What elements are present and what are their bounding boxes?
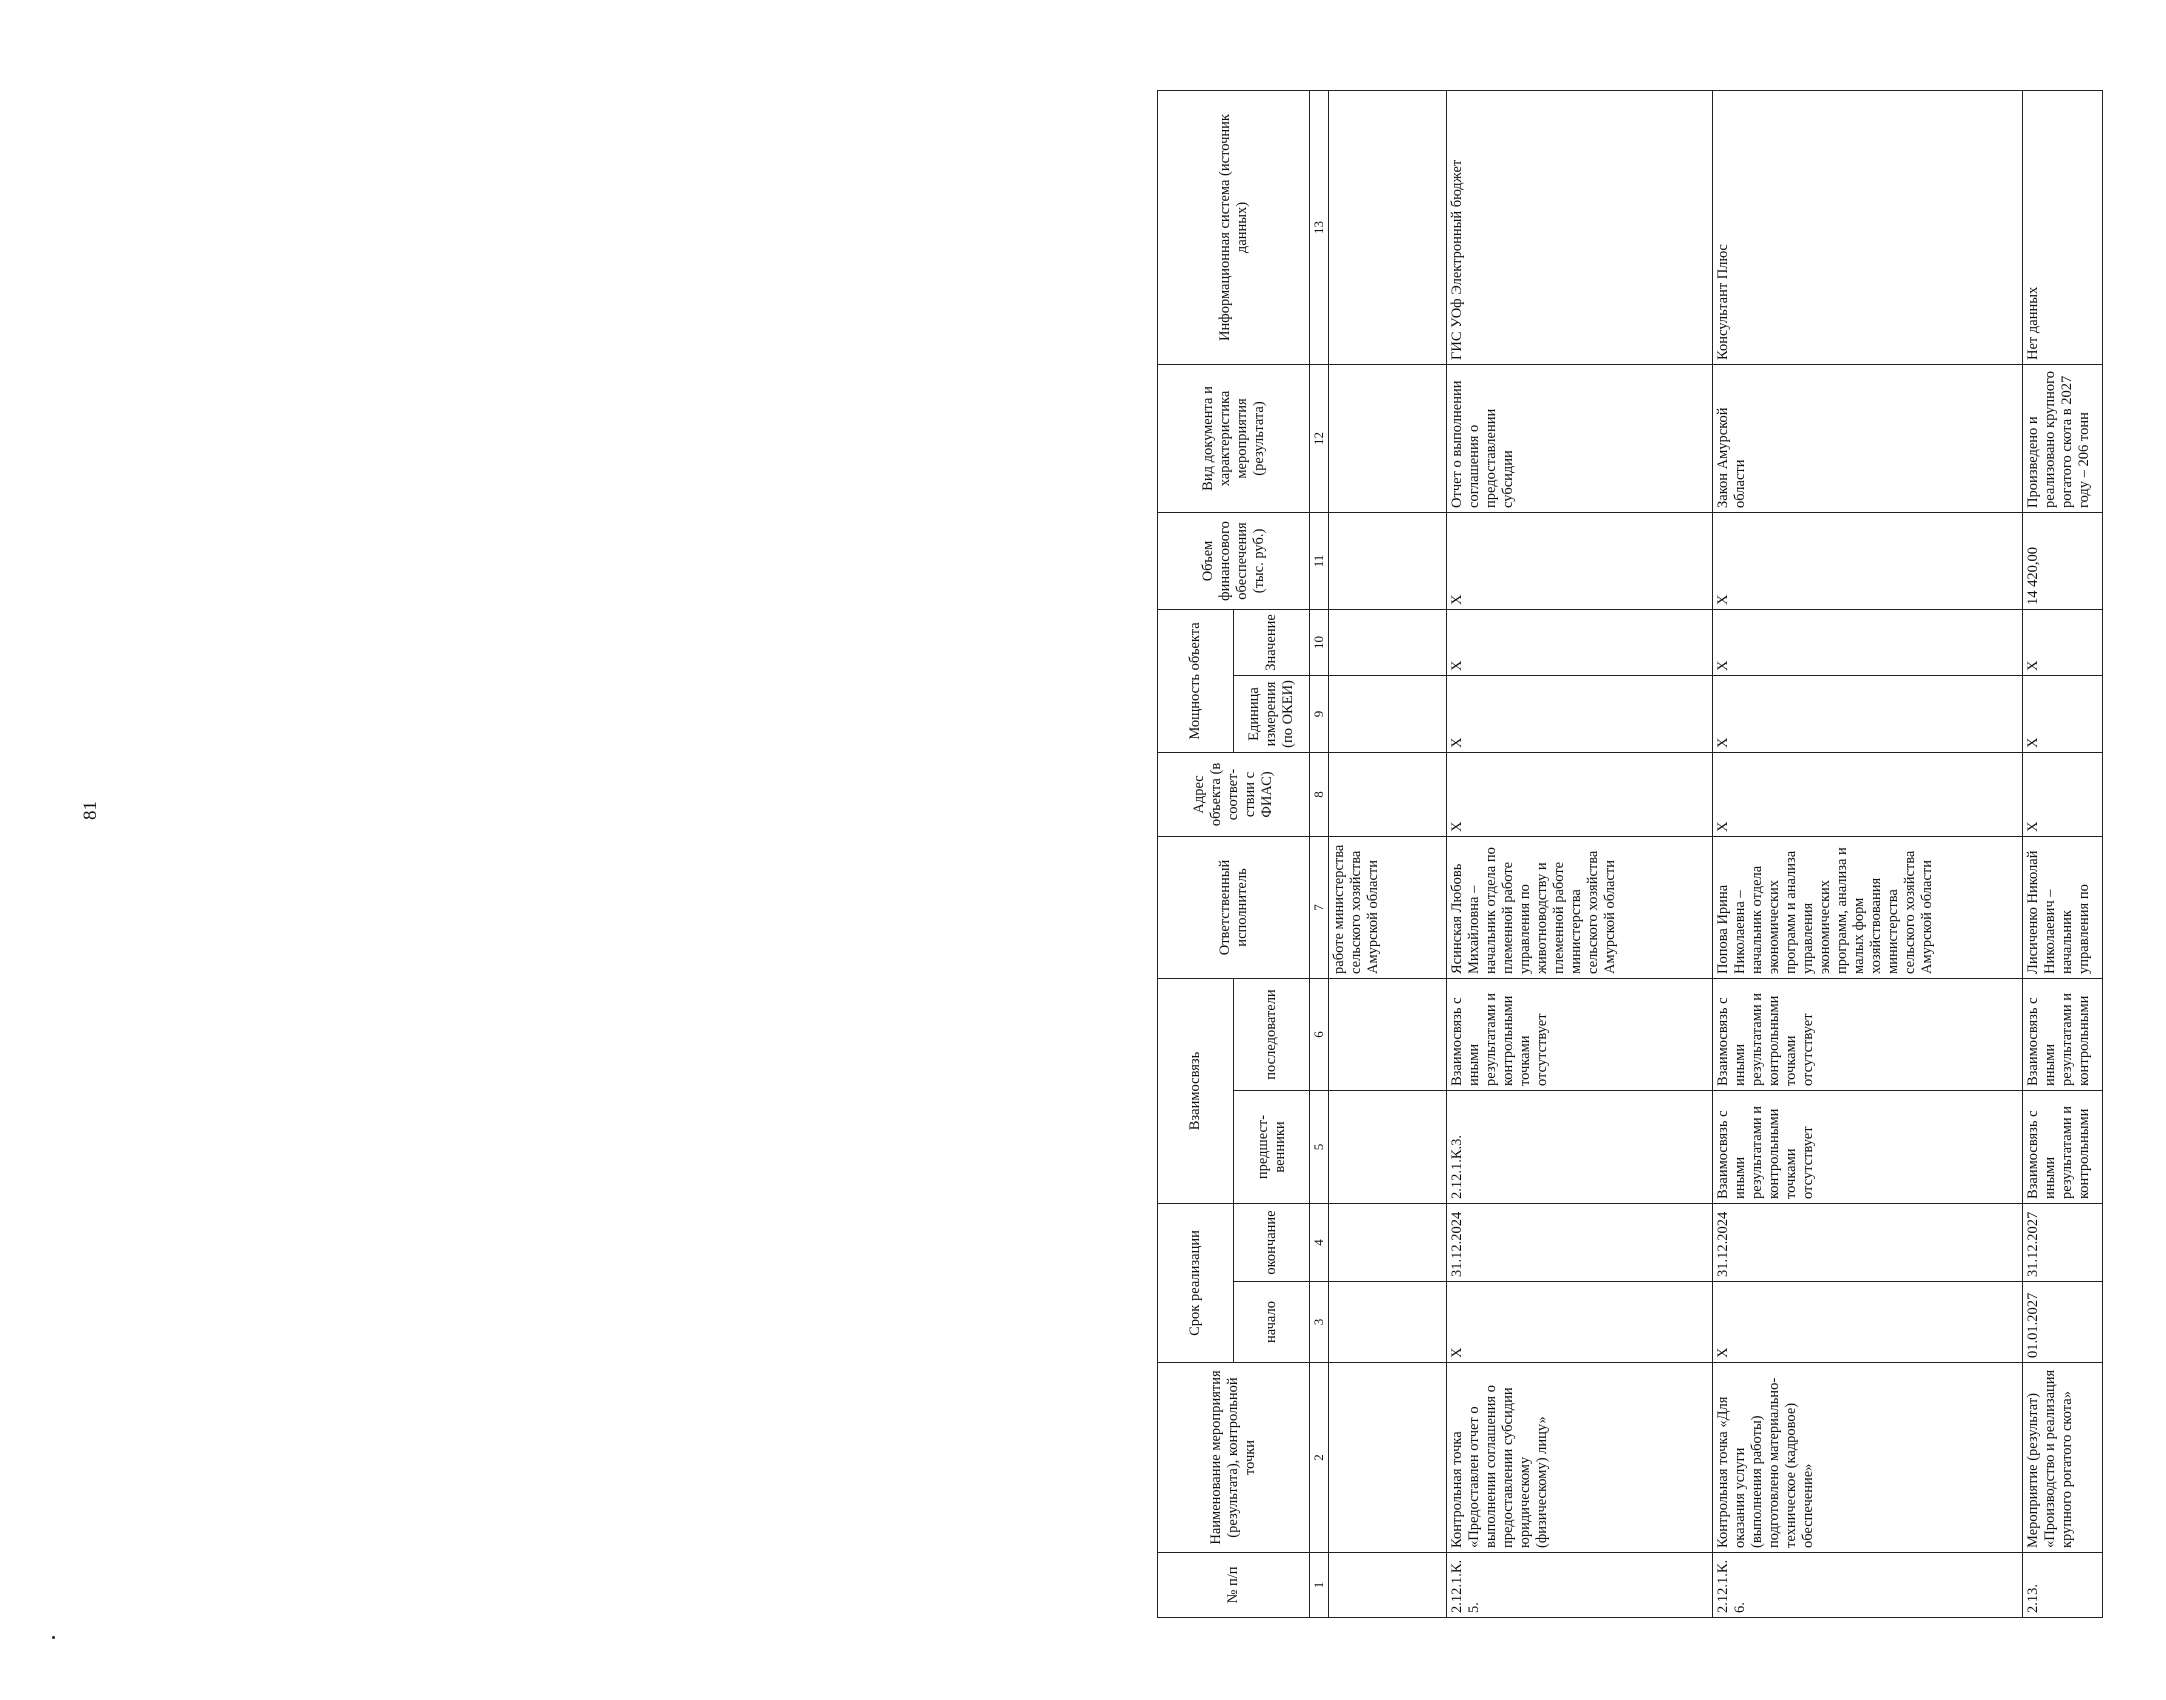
header-value: Значение: [1234, 609, 1310, 675]
cell-unit: Х: [1713, 675, 2023, 752]
header-capacity: Мощность объекта: [1158, 609, 1234, 752]
cell-infosys: [1329, 90, 1447, 364]
col-number: 5: [1310, 1091, 1329, 1204]
cell-value: Х: [1447, 609, 1713, 675]
header-start: начало: [1234, 1282, 1310, 1363]
header-predecessors: предшест-венники: [1234, 1091, 1310, 1204]
scan-dot: [52, 1636, 55, 1639]
header-address: Адрес объекта (в соответ-ствии с ФИАС): [1158, 752, 1310, 836]
header-successors: последователи: [1234, 978, 1310, 1090]
cell-doc: Закон Амурской области: [1713, 364, 2023, 512]
col-number: 7: [1310, 836, 1329, 978]
cell-start: [1329, 1282, 1447, 1363]
cell-predecessors: Взаимосвязь с иными результатами и контрольными: [2023, 1091, 2103, 1204]
header-executor: Ответственный исполнитель: [1158, 836, 1310, 978]
cell-value: [1329, 609, 1447, 675]
cell-executor: работе министерства сельского хозяйства Амурской области: [1329, 836, 1447, 978]
cell-doc: Отчет о выполнении соглашения о предоставлении субсидии: [1447, 364, 1713, 512]
cell-num: 2.12.1.К.5.: [1447, 1553, 1713, 1618]
cell-end: 31.12.2027: [2023, 1204, 2103, 1282]
table-row: [1713, 90, 2023, 1617]
header-relation: Взаимосвязь: [1158, 978, 1234, 1203]
cell-successors: Взаимосвязь с иными результатами и контрольными точками отсутствует: [1713, 978, 2023, 1090]
cell-end: 31.12.2024: [1447, 1204, 1713, 1282]
cell-predecessors: [1329, 1091, 1447, 1204]
header-doc: Вид документа и характеристика мероприятия (результата): [1158, 364, 1310, 512]
cell-start: Х: [1447, 1282, 1713, 1363]
cell-value: Х: [2023, 609, 2103, 675]
cell-infosys: Нет данных: [2023, 90, 2103, 364]
cell-name: Контрольная точка «Предоставлен отчет о выполнении соглашения о предоставлении субсидии юридическому (физическому) лицу»: [1447, 1363, 1713, 1553]
cell-successors: Взаимосвязь с иными результатами и контрольными точками отсутствует: [1447, 978, 1713, 1090]
cell-executor: Попова Ирина Николаевна – начальник отдела экономических программ и анализа управления экономических программ, анализа и малых форм хозяйствования министерства сельского хозяйства Амурской области: [1713, 836, 2023, 978]
header-name: Наименование мероприятия (результата), контрольной точки: [1158, 1363, 1310, 1553]
rotated-table-wrapper: [1157, 91, 2166, 1618]
col-number: 3: [1310, 1282, 1329, 1363]
cell-finance: [1329, 512, 1447, 609]
col-number: 9: [1310, 675, 1329, 752]
cell-doc: [1329, 364, 1447, 512]
col-number: 10: [1310, 609, 1329, 675]
header-infosys: Информационная система (источник данных): [1158, 90, 1310, 364]
cell-predecessors: Взаимосвязь с иными результатами и контрольными точками отсутствует: [1713, 1091, 2023, 1204]
cell-finance: Х: [1713, 512, 2023, 609]
table-row: [1447, 90, 1713, 1617]
col-number: 1: [1310, 1553, 1329, 1618]
cell-end: 31.12.2024: [1713, 1204, 2023, 1282]
column-numbers-row: [1310, 90, 1329, 1617]
cell-successors: [1329, 978, 1447, 1090]
cell-address: Х: [1713, 752, 2023, 836]
cell-end: [1329, 1204, 1447, 1282]
cell-name: Контрольная точка «Для оказания услуги (выполнения работы) подготовлено материально-техническое (кадровое) обеспечение»: [1713, 1363, 2023, 1553]
cell-unit: Х: [2023, 675, 2103, 752]
header-period: Срок реализации: [1158, 1204, 1234, 1363]
cell-finance: Х: [1447, 512, 1713, 609]
header-finance: Объем финансового обеспечения (тыс. руб.): [1158, 512, 1310, 609]
col-number: 4: [1310, 1204, 1329, 1282]
cell-doc: Произведено и реализовано крупного рогатого скота в 2027 году – 206 тонн: [2023, 364, 2103, 512]
cell-infosys: Консультант Плюс: [1713, 90, 2023, 364]
cell-successors: Взаимосвязь с иными результатами и контрольными: [2023, 978, 2103, 1090]
col-number: 2: [1310, 1363, 1329, 1553]
cell-unit: [1329, 675, 1447, 752]
table-row: [2023, 90, 2103, 1617]
cell-unit: Х: [1447, 675, 1713, 752]
col-number: 11: [1310, 512, 1329, 609]
col-number: 8: [1310, 752, 1329, 836]
col-number: 13: [1310, 90, 1329, 364]
page-number: 81: [80, 801, 101, 820]
cell-address: [1329, 752, 1447, 836]
cell-num: [1329, 1553, 1447, 1618]
cell-address: Х: [2023, 752, 2103, 836]
header-unit: Единица измерения (по ОКЕИ): [1234, 675, 1310, 752]
cell-infosys: ГИС УОф Электронный бюджет: [1447, 90, 1713, 364]
cell-num: 2.13.: [2023, 1553, 2103, 1618]
cell-predecessors: 2.12.1.К.3.: [1447, 1091, 1713, 1204]
header-num: № п/п: [1158, 1553, 1310, 1618]
cell-finance: 14 420,00: [2023, 512, 2103, 609]
plan-table: [1157, 90, 2103, 1618]
cell-executor: Лисиченко Николай Николаевич – начальник управления по: [2023, 836, 2103, 978]
table-row: [1329, 90, 1447, 1617]
header-end: окончание: [1234, 1204, 1310, 1282]
cell-start: 01.01.2027: [2023, 1282, 2103, 1363]
cell-name: [1329, 1363, 1447, 1553]
col-number: 6: [1310, 978, 1329, 1090]
cell-executor: Ясинская Любовь Михайловна – начальник отдела по племенной работе управления по животноводству и племенной работе министерства сельского хозяйства Амурской области: [1447, 836, 1713, 978]
cell-num: 2.12.1.К.6.: [1713, 1553, 2023, 1618]
col-number: 12: [1310, 364, 1329, 512]
cell-value: Х: [1713, 609, 2023, 675]
cell-address: Х: [1447, 752, 1713, 836]
cell-start: Х: [1713, 1282, 2023, 1363]
cell-name: Мероприятие (результат) «Производство и реализация крупного рогатого скота»: [2023, 1363, 2103, 1553]
